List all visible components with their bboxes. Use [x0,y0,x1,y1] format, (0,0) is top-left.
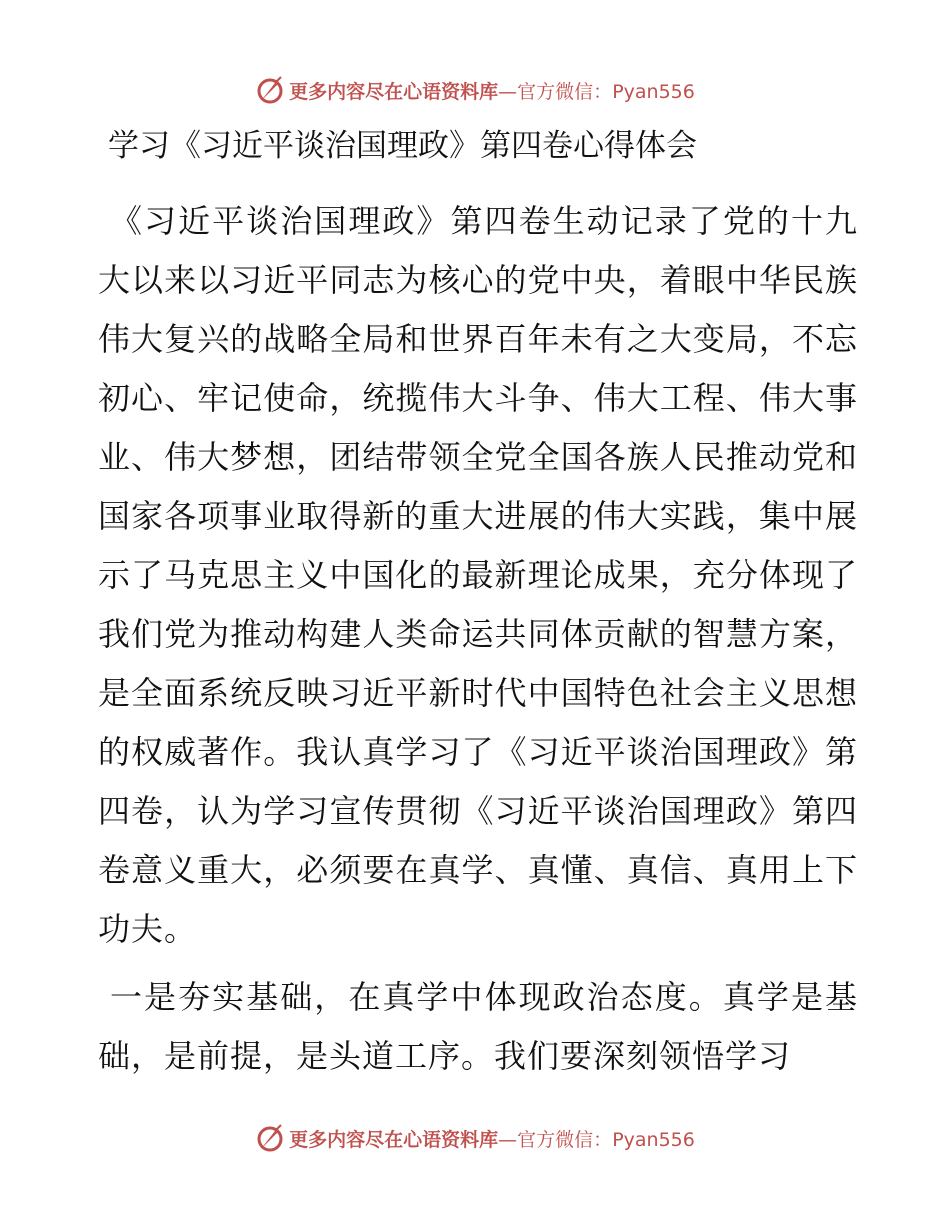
paragraph-point-one: 一是夯实基础，在真学中体现政治态度。真学是基础，是前提，是头道工序。我们要深刻领悟学习 [98,978,858,1075]
header-banner [0,72,950,108]
document-title: 学习《习近平谈治国理政》第四卷心得体会 [108,128,697,164]
quill-pen-logo-icon [255,1123,285,1153]
banner-text: 更多内容尽在心语资料库—官方微信：Pyan556 [289,80,695,103]
quill-pen-logo-icon [255,75,285,105]
banner-text: 更多内容尽在心语资料库—官方微信：Pyan556 [289,1128,695,1151]
paragraph-intro: 《习近平谈治国理政》第四卷生动记录了党的十九大以来以习近平同志为核心的党中央，着眼中华民族伟大复兴的战略全局和世界百年未有之大变局，不忘初心、牢记使命，统揽伟大斗争、伟大工程、伟大事业、伟大梦想，团结带领全党全国各族人民推动党和国家各项事业取得新的重大进展的伟大实践，集中展示了马克思主义中国化的最新理论成果，充分体现了我们党为推动构建人类命运共同体贡献的智慧方案，是全面系统反映习近平新时代中国特色社会主义思想的权威著作。我认真学习了《习近平谈治国理政》第四卷，认为学习宣传贯彻《习近平谈治国理政》第四卷意义重大，必须要在真学、真懂、真信、真用上下功夫。 [98,202,858,948]
footer-banner [0,1120,950,1156]
